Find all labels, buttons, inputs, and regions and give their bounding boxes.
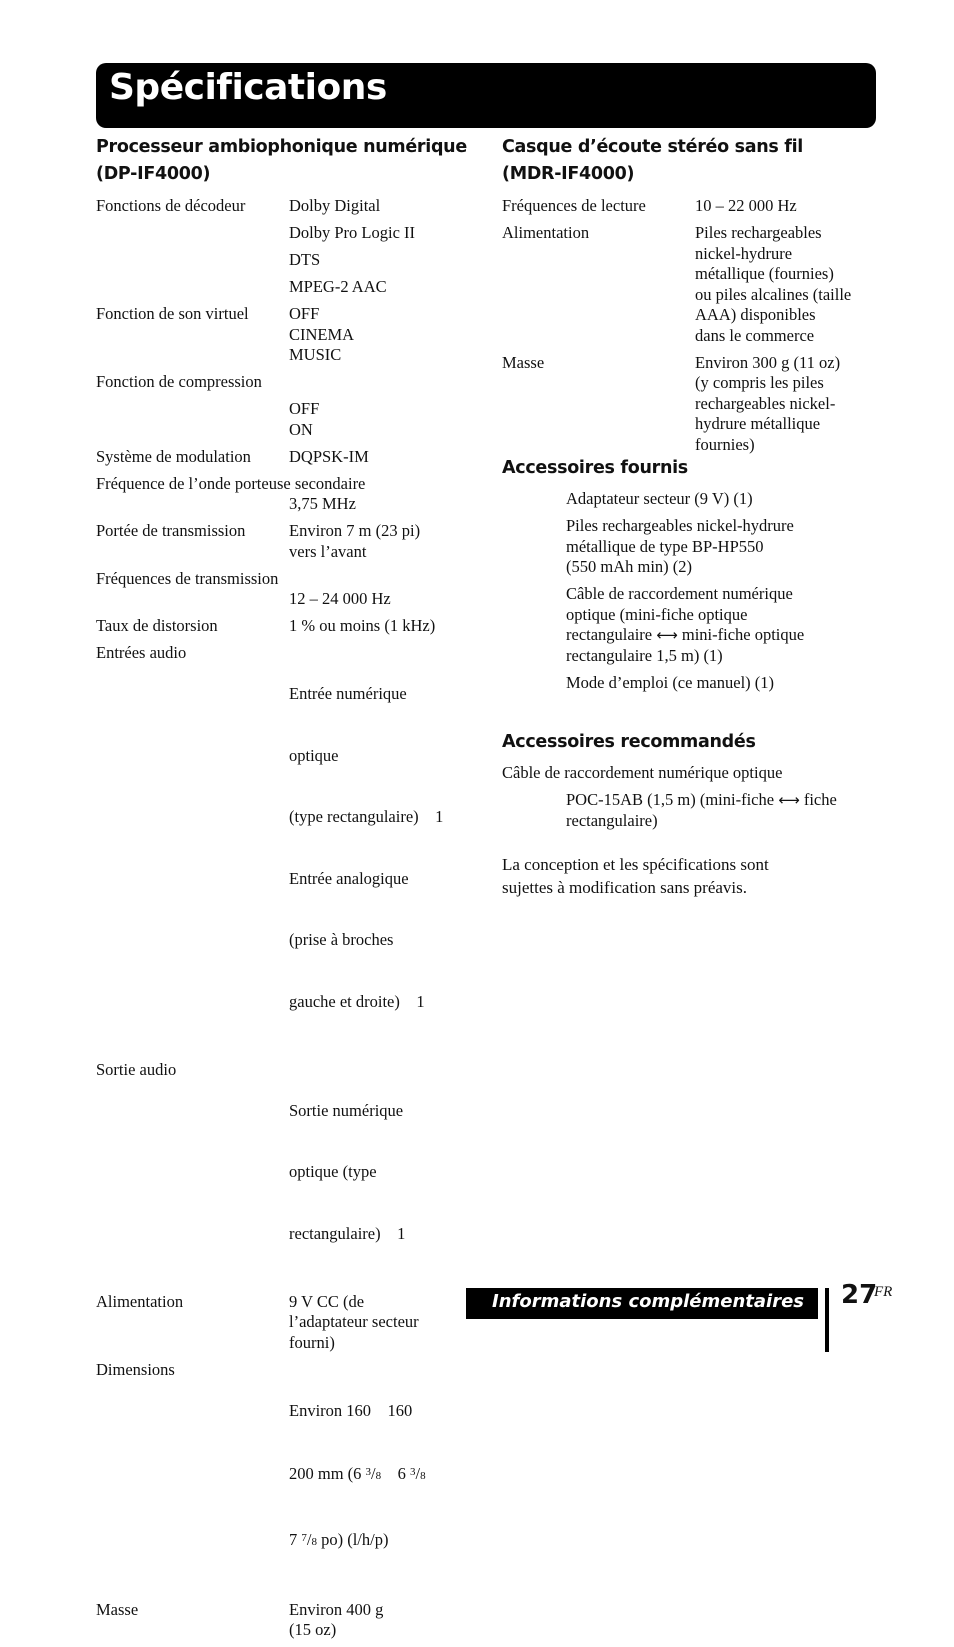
processor-section xyxy=(96,134,471,1647)
footer-section-band xyxy=(466,1288,818,1319)
spec-label: Sortie audio xyxy=(96,1059,177,1079)
spec-label: Masse xyxy=(96,1599,139,1619)
spec-label: Système de modulation xyxy=(96,446,251,466)
spec-playback xyxy=(502,196,882,217)
spec-value: (y compris les piles xyxy=(695,373,824,392)
page-number: 27 xyxy=(841,1280,878,1310)
page-title-bar xyxy=(96,63,876,128)
spec-value: fourni) xyxy=(289,1332,335,1352)
accessories-list xyxy=(502,489,882,693)
spec-value: hydrure métallique xyxy=(695,414,821,433)
spec-inputs xyxy=(96,643,471,1053)
spec-label: Taux de distorsion xyxy=(96,616,218,635)
footer-divider xyxy=(825,1288,829,1352)
spec-value: l’adaptateur secteur xyxy=(289,1312,419,1331)
spec-value: Entrée numérique xyxy=(289,684,407,703)
headphones-title: Casque d’écoute stéréo sans fil (MDR-IF4000) xyxy=(502,137,804,184)
recommended-title: Accessoires recommandés xyxy=(502,732,756,752)
list-item: Câble de raccordement numérique optique (mini-fiche optique rectangulaire ⟷ mini-fiche optique rectangulaire 1,5 m) (1) xyxy=(566,584,805,665)
spec-value: vers l’avant xyxy=(289,541,367,561)
processor-title: Processeur ambiophonique numérique (DP-IF4000) xyxy=(96,137,467,184)
spec-value: Dolby Pro Logic II xyxy=(289,223,416,242)
spec-decoder xyxy=(96,196,471,298)
spec-mass xyxy=(96,1600,471,1641)
page-language-suffix: FR xyxy=(874,1284,893,1300)
list-item: Adaptateur secteur (9 V) (1) xyxy=(566,489,753,508)
spec-value: 9 V CC (de xyxy=(289,1291,365,1311)
spec-distortion xyxy=(96,616,471,637)
spec-compression xyxy=(96,372,471,440)
spec-value: Sortie numérique xyxy=(289,1100,404,1120)
spec-value: (prise à broches xyxy=(289,930,394,949)
spec-value: 1 % ou moins (1 kHz) xyxy=(289,616,436,635)
headphones-section xyxy=(502,134,882,899)
spec-value: 200 mm (6 $^3$/8 6 $^3$/8 xyxy=(289,1464,426,1483)
spec-value: rectangulaire) 1 xyxy=(289,1223,406,1243)
spec-value: Environ 160 160 xyxy=(289,1400,413,1420)
spec-label: Fréquence de l’onde porteuse secondaire xyxy=(96,473,366,493)
spec-label: Fonction de son virtuel xyxy=(96,304,249,323)
list-item: Piles rechargeables nickel-hydrure métallique de type BP-HP550 (550 mAh min) (2) xyxy=(566,516,794,576)
spec-label: Portée de transmission xyxy=(96,521,246,540)
double-arrow-icon: ⟷ xyxy=(656,626,678,644)
spec-value: Entrée analogique xyxy=(289,868,409,888)
spec-value: fournies) xyxy=(695,434,755,454)
spec-value: 7 $^7$/8 po) (l/h/p) xyxy=(289,1529,389,1549)
spec-output xyxy=(96,1060,471,1286)
spec-value: optique xyxy=(289,745,339,765)
spec-label: Masse xyxy=(502,352,545,372)
footer-section-label: Informations complémentaires xyxy=(492,1291,804,1312)
spec-dimensions xyxy=(96,1360,471,1594)
spec-value: DQPSK-IM xyxy=(289,446,369,466)
spec-subcarrier xyxy=(96,474,471,515)
spec-value: Environ 400 g xyxy=(289,1599,384,1619)
spec-label: Alimentation xyxy=(502,223,590,242)
spec-value: métallique (fournies) xyxy=(695,264,834,283)
spec-value: AAA) disponibles xyxy=(695,305,816,324)
spec-label: Dimensions xyxy=(96,1359,175,1379)
spec-value: 12 – 24 000 Hz xyxy=(289,589,391,608)
spec-value: Environ 300 g (11 oz) xyxy=(695,352,841,372)
spec-hp-mass xyxy=(502,353,882,456)
spec-value: ou piles alcalines (taille xyxy=(695,284,852,304)
double-arrow-icon: ⟷ xyxy=(778,791,800,809)
spec-value: Environ 7 m (23 pi) xyxy=(289,521,421,540)
spec-label: Fréquences de lecture xyxy=(502,196,646,215)
disclaimer-note: La conception et les spécifications sont sujettes à modification sans préavis. xyxy=(502,855,769,897)
spec-label: Fréquences de transmission xyxy=(96,568,279,588)
spec-value: ON xyxy=(289,419,313,439)
spec-label: Fonction de compression xyxy=(96,372,262,391)
spec-label: Alimentation xyxy=(96,1291,184,1311)
spec-value: Piles rechargeables xyxy=(695,223,822,242)
spec-hp-power xyxy=(502,223,882,346)
accessories-title: Accessoires fournis xyxy=(502,458,688,478)
spec-value: 3,75 MHz xyxy=(289,494,356,513)
recommended-item: POC-15AB (1,5 m) (mini-fiche ⟷ fiche rectangulaire) xyxy=(566,790,837,830)
spec-value: MPEG-2 AAC xyxy=(289,277,387,296)
spec-range xyxy=(96,521,471,562)
spec-tx-freq xyxy=(96,569,471,610)
spec-value: (15 oz) xyxy=(289,1620,337,1639)
list-item: Mode d’emploi (ce manuel) (1) xyxy=(566,672,775,692)
spec-modulation xyxy=(96,447,471,468)
spec-value: gauche et droite) 1 xyxy=(289,991,425,1011)
spec-label: Fonctions de décodeur xyxy=(96,196,246,215)
spec-value: OFF xyxy=(289,399,320,418)
spec-value: CINEMA xyxy=(289,324,355,344)
spec-value: rechargeables nickel- xyxy=(695,393,836,413)
spec-value: 10 – 22 000 Hz xyxy=(695,196,797,215)
recommended-line: Câble de raccordement numérique optique xyxy=(502,763,783,782)
spec-virtual-sound xyxy=(96,304,471,366)
spec-value: (type rectangulaire) 1 xyxy=(289,807,444,826)
spec-value: nickel-hydrure xyxy=(695,243,793,263)
page-title: Spécifications xyxy=(109,67,387,108)
spec-value: OFF xyxy=(289,304,320,323)
spec-value: optique (type xyxy=(289,1162,377,1181)
spec-value: MUSIC xyxy=(289,345,342,364)
spec-power xyxy=(96,1292,471,1354)
spec-value: dans le commerce xyxy=(695,325,815,345)
spec-label: Entrées audio xyxy=(96,643,187,662)
spec-value: Dolby Digital xyxy=(289,196,381,215)
spec-value: DTS xyxy=(289,250,321,269)
